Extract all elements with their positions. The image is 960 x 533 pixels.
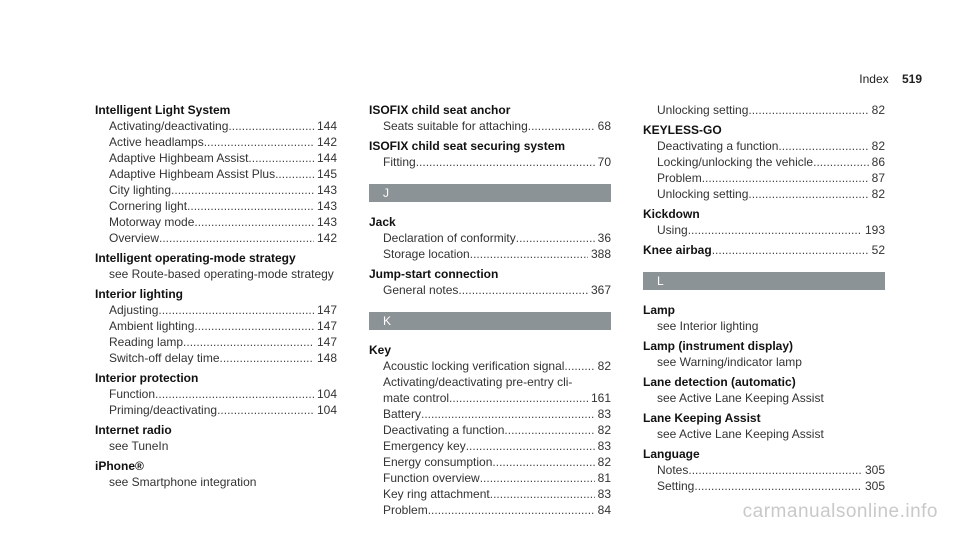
dot-leader [187,198,314,214]
dot-leader [702,170,869,186]
page-ref[interactable]: 83 [597,407,611,421]
dot-leader [466,438,595,454]
dot-leader [158,302,314,318]
index-subentry[interactable] [643,138,885,154]
dot-leader [480,470,595,486]
dot-leader [155,386,314,402]
index-heading: Jack [369,215,396,229]
index-subentry[interactable] [95,150,337,166]
index-subentry [369,374,611,390]
index-subentry [95,266,337,282]
dot-leader [504,422,594,438]
index-subentry[interactable] [95,230,337,246]
dot-leader [194,214,314,230]
index-entry [95,370,337,418]
dot-leader [159,230,314,246]
page-ref[interactable]: 82 [871,187,885,201]
index-entry [369,214,611,262]
index-subentry[interactable] [95,214,337,230]
index-subentry[interactable] [95,182,337,198]
index-entry [643,242,885,258]
index-subentry[interactable] [643,186,885,202]
index-subentry[interactable] [369,438,611,454]
dot-leader [490,486,595,502]
index-entry [643,446,885,494]
index-subentry[interactable] [95,118,337,134]
dot-leader [813,154,869,170]
dot-leader [421,406,595,422]
page-ref[interactable]: 82 [597,359,611,373]
subentry-text: see Active Lane Keeping Assist [657,391,824,405]
index-subentry[interactable] [95,198,337,214]
subentry-text: Activating/deactivating [109,119,229,133]
page-ref[interactable]: 145 [316,167,337,181]
index-entry [95,422,337,454]
page-ref[interactable]: 147 [316,303,337,317]
page-ref[interactable]: 82 [597,423,611,437]
dot-leader [228,118,314,134]
subentry-text: Seats suitable for attaching [383,119,528,133]
subentry-text: see Route-based operating-mode strategy [109,267,334,281]
dot-leader [516,230,595,246]
index-entry [95,286,337,366]
subentry-text: mate control [383,391,450,405]
subentry-text: Motorway mode [109,215,195,229]
subentry-text: see TuneIn [109,439,169,453]
index-entry [643,410,885,442]
index-subentry[interactable] [95,318,337,334]
index-subentry[interactable] [369,486,611,502]
index-entry [643,374,885,406]
index-subentry[interactable] [369,154,611,170]
dot-leader [470,246,588,262]
subentry-text: Problem [657,171,702,185]
page-ref[interactable]: 143 [316,199,337,213]
dot-leader [275,166,314,182]
page-ref[interactable]: 104 [316,403,337,417]
page-ref[interactable]: 193 [864,223,885,237]
section-letter: K [369,312,611,330]
subentry-text: see Active Lane Keeping Assist [657,427,824,441]
dot-leader [778,138,868,154]
page-ref[interactable]: 148 [316,351,337,365]
page-ref[interactable]: 161 [590,391,611,405]
dot-leader [220,350,314,366]
index-subentry[interactable] [643,102,885,118]
index-heading: ISOFIX child seat securing system [369,139,566,153]
dot-leader [694,478,862,494]
subentry-text: Cornering light [109,199,188,213]
dot-leader [748,102,868,118]
dot-leader [564,358,594,374]
index-heading: Knee airbag [643,243,712,257]
index-entry [95,458,337,490]
dot-leader [416,154,595,170]
subentry-text: Locking/unlocking the vehicle [657,155,814,169]
index-subentry [95,438,337,454]
index-heading: Internet radio [95,423,172,437]
index-subentry[interactable] [95,402,337,418]
subentry-text: Problem [383,503,428,517]
index-entry [643,302,885,334]
subentry-text: Active headlamps [109,135,204,149]
subentry-text: Adaptive Highbeam Assist [109,151,249,165]
index-heading: KEYLESS-GO [643,123,722,137]
index-subentry[interactable] [643,462,885,478]
index-subentry[interactable] [369,502,611,518]
page-ref[interactable]: 142 [316,231,337,245]
subentry-text: Function overview [383,471,480,485]
index-subentry[interactable] [643,170,885,186]
subentry-text: Setting [657,479,695,493]
index-subentry[interactable] [369,470,611,486]
page-ref[interactable]: 83 [597,439,611,453]
index-subentry [643,318,885,334]
watermark: carmanualsonline.info [742,501,938,522]
index-subentry[interactable] [95,166,337,182]
subentry-text: Deactivating a function [657,139,779,153]
page-ref[interactable]: 68 [597,119,611,133]
subentry-text: General notes [383,283,459,297]
page-ref[interactable]: 144 [316,119,337,133]
index-entry [643,338,885,370]
index-heading: Lane detection (automatic) [643,375,796,389]
page-ref[interactable]: 104 [316,387,337,401]
subentry-text: Declaration of conformity [383,231,516,245]
subentry-text: Switch-off delay time [109,351,220,365]
index-subentry[interactable] [369,406,611,422]
subentry-text: Storage location [383,247,470,261]
section-letter: L [643,272,885,290]
page-ref[interactable]: 86 [871,155,885,169]
subentry-text: Unlocking setting [657,103,749,117]
index-subentry[interactable] [369,454,611,470]
page-ref[interactable]: 142 [316,135,337,149]
index-entry [369,266,611,298]
page-ref[interactable]: 305 [864,463,885,477]
index-subentry[interactable] [95,134,337,150]
subentry-text: Priming/deactivating [109,403,218,417]
page-ref[interactable]: 84 [597,503,611,517]
index-subentry[interactable] [369,230,611,246]
dot-leader [194,318,314,334]
index-entry [369,138,611,170]
index-subentry[interactable] [369,118,611,134]
subentry-text: see Smartphone integration [109,475,257,489]
subentry-text: see Warning/indicator lamp [657,355,802,369]
subentry-text: Activating/deactivating pre-entry cli- [383,375,573,389]
index-heading: Lamp [643,303,676,317]
index-subentry[interactable] [369,282,611,298]
index-subentry[interactable] [95,302,337,318]
dot-leader [748,186,868,202]
subentry-text: Unlocking setting [657,187,749,201]
index-subentry [95,474,337,490]
index-entry [95,250,337,282]
dot-leader [712,242,869,258]
index-column-2 [369,102,611,522]
dot-leader [248,150,314,166]
index-heading: Jump-start connection [369,267,499,281]
index-entry [369,102,611,134]
page-header [859,72,922,86]
subentry-text: Reading lamp [109,335,184,349]
page-ref[interactable]: 388 [590,247,611,261]
subentry-text: Acoustic locking verification signal [383,359,565,373]
index-entry [643,102,885,118]
subentry-text: Function [109,387,156,401]
index-column-3 [643,102,885,498]
index-subentry [643,354,885,370]
page-ref[interactable]: 82 [871,139,885,153]
index-subentry[interactable] [643,222,885,238]
page-ref[interactable]: 87 [871,171,885,185]
subentry-text: Adaptive Highbeam Assist Plus [109,167,276,181]
page-ref[interactable]: 82 [871,103,885,117]
index-subentry[interactable] [95,350,337,366]
subentry-text: Energy consumption [383,455,493,469]
index-heading-row[interactable] [643,242,885,258]
page-ref[interactable]: 143 [316,215,337,229]
index-entry [643,206,885,238]
subentry-text: City lighting [109,183,172,197]
index-entry [369,342,611,518]
subentry-text: Ambient lighting [109,319,195,333]
index-subentry[interactable] [369,358,611,374]
dot-leader [428,502,595,518]
index-subentry[interactable] [369,390,611,406]
index-subentry[interactable] [95,334,337,350]
index-entry [95,102,337,246]
page-number: 519 [901,72,922,86]
index-heading: Interior protection [95,371,199,385]
page-ref[interactable]: 367 [590,283,611,297]
index-entry [643,122,885,202]
page-ref[interactable]: 147 [316,319,337,333]
index-heading: ISOFIX child seat anchor [369,103,511,117]
dot-leader [528,118,595,134]
index-heading: Language [643,447,700,461]
subentry-text: see Interior lighting [657,319,759,333]
dot-leader [458,282,588,298]
subentry-text: Fitting [383,155,416,169]
index-subentry[interactable] [95,386,337,402]
subentry-text: Adjusting [109,303,159,317]
subentry-text: Using [657,223,688,237]
page-ref[interactable]: 82 [597,455,611,469]
dot-leader [183,334,314,350]
index-subentry[interactable] [369,422,611,438]
index-column-1 [95,102,337,494]
dot-leader [688,462,862,478]
dot-leader [204,134,314,150]
index-heading: Key [369,343,392,357]
index-subentry [643,390,885,406]
index-subentry [643,426,885,442]
index-subentry[interactable] [369,246,611,262]
index-subentry[interactable] [643,478,885,494]
dot-leader [217,402,314,418]
page-ref[interactable]: 70 [597,155,611,169]
section-letter: J [369,184,611,202]
subentry-text: Deactivating a function [383,423,505,437]
page-ref[interactable]: 81 [597,471,611,485]
index-subentry[interactable] [643,154,885,170]
subentry-text: Emergency key [383,439,466,453]
index-heading: Lamp (instrument display) [643,339,794,353]
header-label: Index [859,72,889,86]
index-heading: Lane Keeping Assist [643,411,761,425]
index-heading: Kickdown [643,207,700,221]
page-ref[interactable]: 305 [864,479,885,493]
subentry-text: Notes [657,463,689,477]
page-ref[interactable]: 144 [316,151,337,165]
subentry-text: Overview [109,231,160,245]
page-ref[interactable]: 36 [597,231,611,245]
index-heading: iPhone® [95,459,144,473]
index-heading: Intelligent operating-mode strategy [95,251,296,265]
page-ref[interactable]: 52 [871,243,885,257]
index-heading: Interior lighting [95,287,183,301]
dot-leader [492,454,594,470]
dot-leader [171,182,314,198]
page-ref[interactable]: 83 [597,487,611,501]
page-ref[interactable]: 147 [316,335,337,349]
subentry-text: Battery [383,407,422,421]
page-ref[interactable]: 143 [316,183,337,197]
dot-leader [688,222,862,238]
index-heading: Intelligent Light System [95,103,231,117]
dot-leader [449,390,588,406]
subentry-text: Key ring attachment [383,487,490,501]
